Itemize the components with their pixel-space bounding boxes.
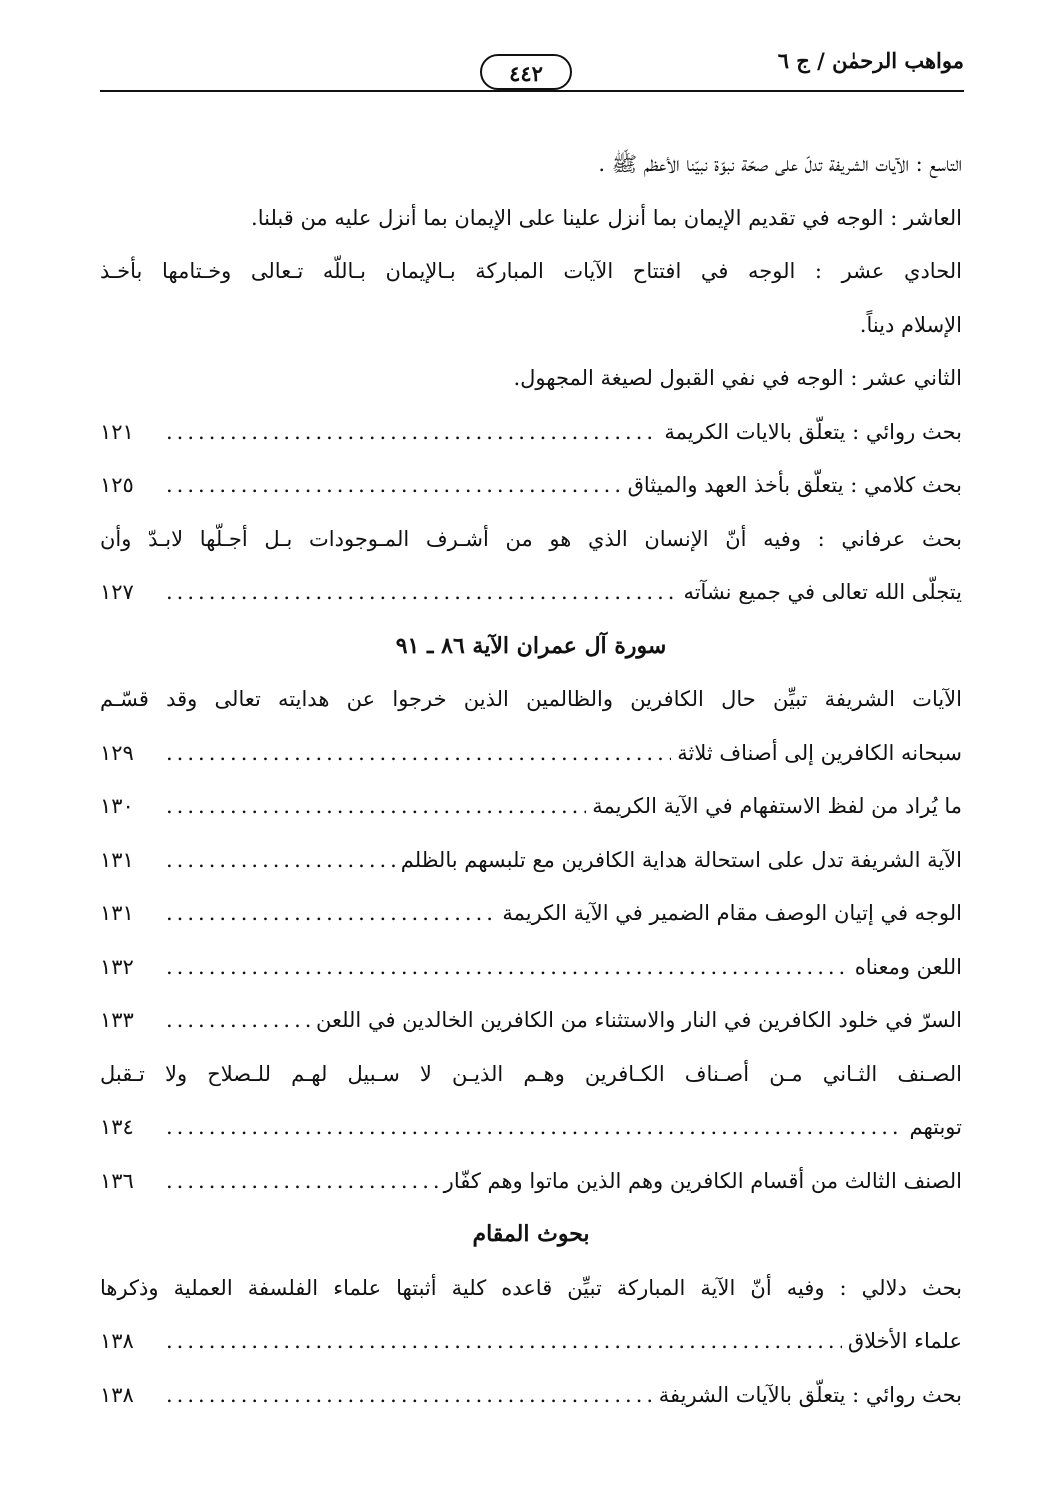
toc-entry-page: ١٣٠ xyxy=(100,794,134,818)
toc-entry-page: ١٣٨ xyxy=(100,1382,134,1407)
toc-entry-title: الآية الشريفة تدل على استحالة هداية الكافرين مع تلبسهم بالظلم xyxy=(400,847,962,872)
toc-entry-title: ما يُراد من لفظ الاستفهام في الآية الكريمة xyxy=(592,794,962,818)
toc-entry-page: ١٢٥ xyxy=(100,473,134,497)
toc-entry-title: الآيات الشريفة تبيِّن حال الكافرين والظالمين الذين خرجوا عن هدايته تعالى وقد قسّـم xyxy=(100,687,962,711)
toc-entry-page: ١٢١ xyxy=(100,419,134,444)
leader-dots xyxy=(166,780,586,834)
toc-entry xyxy=(100,1155,962,1209)
toc-entry-title: بحث روائي : يتعلّق بالآيات الشريفة xyxy=(658,1382,962,1407)
page-number: ٤٤٢ xyxy=(480,54,572,90)
toc-entry-title: الوجه في إتيان الوصف مقام الضمير في الآية الكريمة xyxy=(502,901,962,925)
toc-entry-title: توبتهم xyxy=(909,1115,962,1139)
toc-entry xyxy=(100,1369,962,1423)
toc-entry-title: بحث دلالي : وفيه أنّ الآية المباركة تبيِّن قاعده كلية أثبتها علماء الفلسفة العملية وذكرها xyxy=(100,1275,962,1300)
page-header xyxy=(0,44,1064,94)
toc-entry-page: ١٣١ xyxy=(100,847,134,872)
toc-entry-page: ١٣٦ xyxy=(100,1168,134,1193)
toc-entry-page: ١٣٢ xyxy=(100,954,134,979)
toc-entry-title: اللعن ومعناه xyxy=(854,954,962,979)
leader-dots xyxy=(166,994,310,1048)
leader-dots xyxy=(166,1369,653,1423)
toc-line-9: التاسع : الآيات الشريفة تدلّ على صحّة نبوّة نبيّنا الأعظم ﷺ . xyxy=(598,152,962,176)
toc-entry xyxy=(100,1101,962,1155)
toc-entry xyxy=(100,566,962,620)
leader-dots xyxy=(166,1101,903,1155)
toc-entry xyxy=(100,941,962,995)
toc-entry-title: سبحانه الكافرين إلى أصناف ثلاثة xyxy=(677,740,962,765)
toc-entry-title: بحث روائي : يتعلّق بالايات الكريمة xyxy=(664,419,962,444)
leader-dots xyxy=(166,834,395,888)
toc-entry-title: الصـنف الثـاني مـن أصـناف الكـافرين وهـم الذيـن لا سـبيل لهـم للـصلاح ولا تـقبل xyxy=(100,1061,962,1086)
toc-entry xyxy=(100,834,962,888)
toc-entry-title: السرّ في خلود الكافرين في النار والاستثناء من الكافرين الخالدين في اللعن xyxy=(315,1008,962,1032)
section-heading: سورة آل عمران الآية ٨٦ ـ ٩١ xyxy=(395,632,667,659)
toc-line-12: الثاني عشر : الوجه في نفي القبول لصيغة المجهول. xyxy=(513,366,962,390)
toc-entry-page: ١٢٩ xyxy=(100,740,134,765)
toc-entry xyxy=(100,887,962,941)
toc-entry-page: ١٣٣ xyxy=(100,1008,134,1032)
leader-dots xyxy=(166,887,496,941)
toc-line-11-cont: الإسلام ديناً. xyxy=(859,312,962,337)
toc-entry-title: علماء الأخلاق xyxy=(847,1329,962,1353)
leader-dots xyxy=(166,566,677,620)
leader-dots xyxy=(166,459,622,513)
toc-entry xyxy=(100,727,962,781)
toc-entry xyxy=(100,459,962,513)
toc-entry-title: بحث عرفاني : وفيه أنّ الإنسان الذي هو من أشـرف المـوجودات بـل أجـلّها لابـدّ وأن xyxy=(100,526,962,551)
toc-entry-page: ١٣٨ xyxy=(100,1329,134,1353)
toc-content xyxy=(100,138,962,1422)
toc-entry xyxy=(100,780,962,834)
toc-line-11: الحادي عشر : الوجه في افتتاح الآيات المباركة بـالإيمان بـاللّه تـعالى وخـتامها بأخـذ xyxy=(100,259,962,283)
leader-dots xyxy=(166,941,849,995)
toc-entry xyxy=(100,406,962,460)
toc-line-10: العاشر : الوجه في تقديم الإيمان بما أنزل علينا على الإيمان بما أنزل عليه من قبلنا. xyxy=(251,205,962,230)
running-title: مواهب الرحمٰن / ج ٦ xyxy=(777,48,964,73)
toc-entry xyxy=(100,1315,962,1369)
toc-entry xyxy=(100,994,962,1048)
leader-dots xyxy=(166,1155,438,1209)
leader-dots xyxy=(166,727,671,781)
section-heading: بحوث المقام xyxy=(472,1221,590,1247)
toc-entry-page: ١٢٧ xyxy=(100,580,134,604)
toc-entry-title: بحث كلامي : يتعلّق بأخذ العهد والميثاق xyxy=(627,473,962,497)
toc-entry-page: ١٣١ xyxy=(100,901,134,925)
toc-entry-page: ١٣٤ xyxy=(100,1115,134,1139)
toc-entry-title: يتجلّى الله تعالى في جميع نشآته xyxy=(683,580,962,604)
leader-dots xyxy=(166,1315,842,1369)
leader-dots xyxy=(166,406,658,460)
toc-entry-title: الصنف الثالث من أقسام الكافرين وهم الذين ماتوا وهم كفّار xyxy=(443,1168,962,1193)
